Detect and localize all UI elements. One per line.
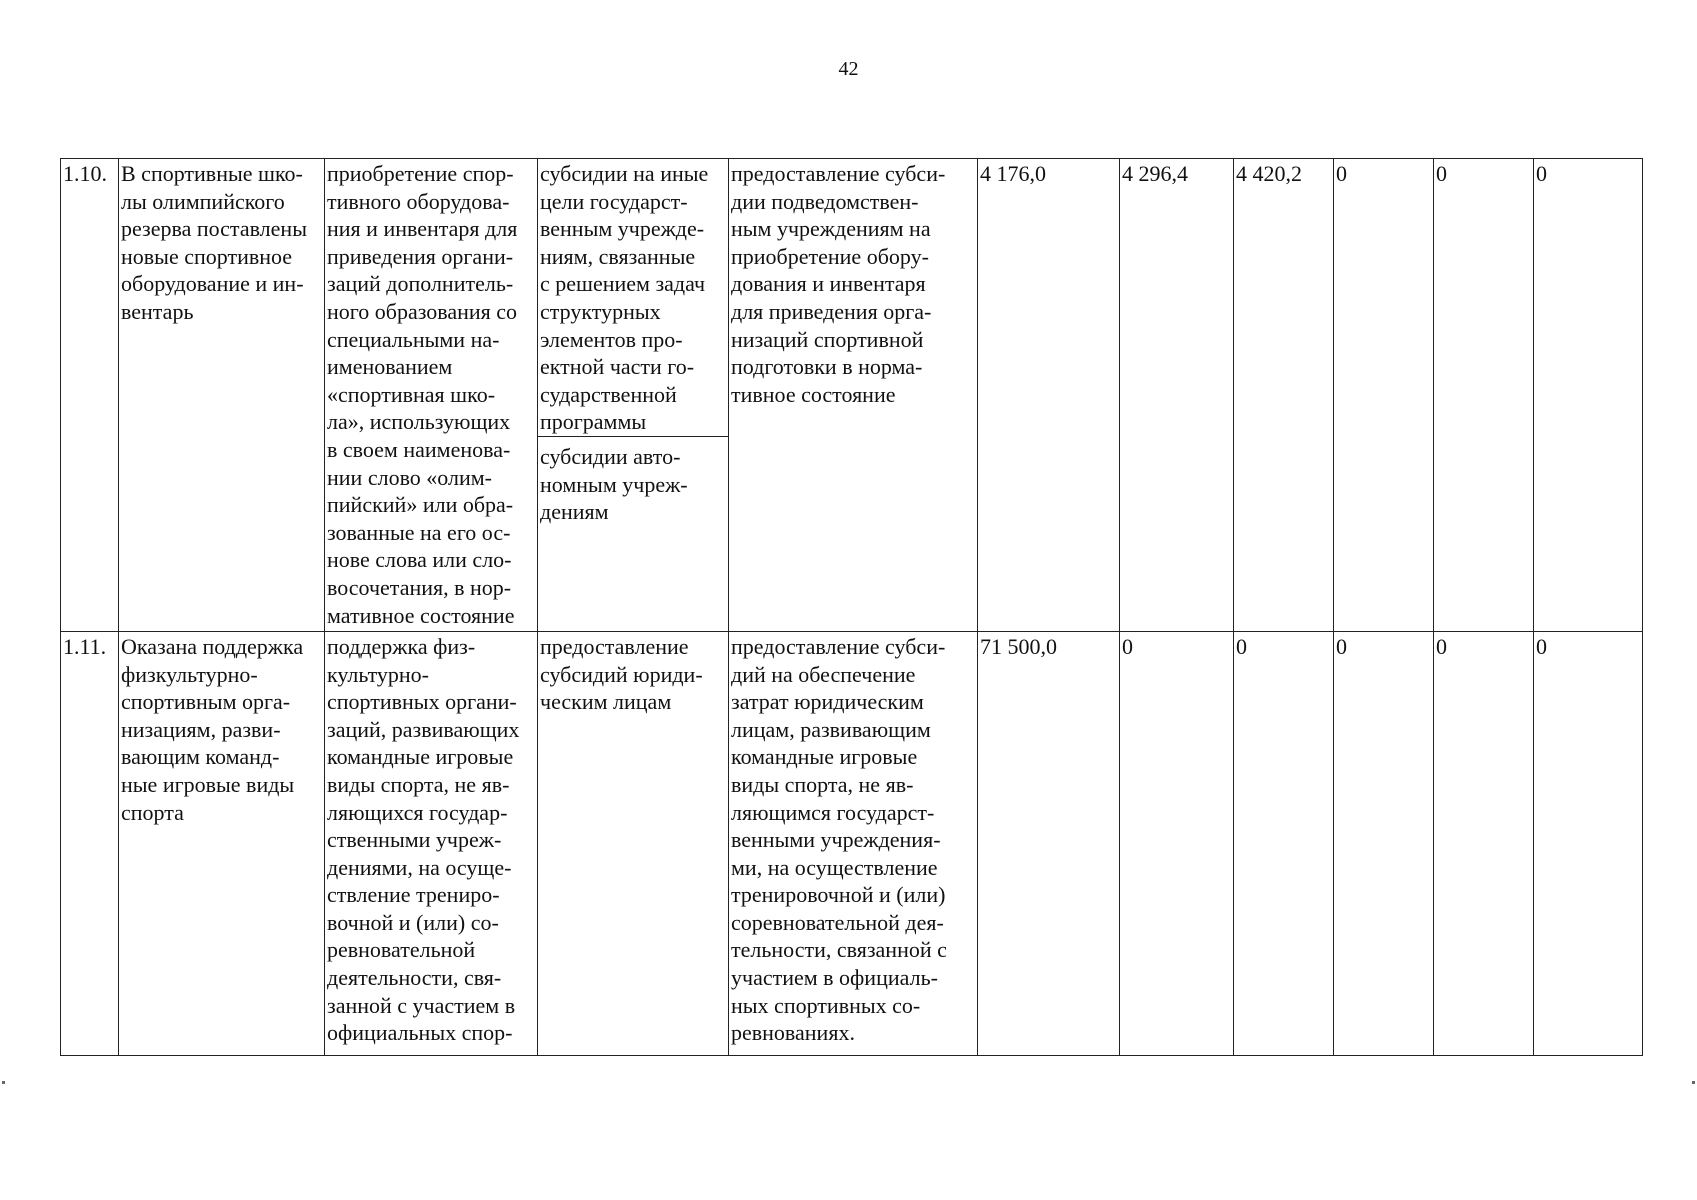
row-number: 1.11. (61, 631, 119, 1055)
measure-cell: приобретение спор- тивного оборудова- ния и инвентаря для приведения органи- заций дополнитель- ного образования со специальными на- именованием «спортивная шко- ла», использующих в своем наименова- нии слово «олим- пийский» или обра- зованные на его ос- нове слова или сло- восочетания, в нор- мативное состояние (325, 159, 538, 632)
result-cell: Оказана поддержка физкультурно- спортивным орга- низациям, разви- вающим команд- ные игровые виды спорта (119, 631, 325, 1055)
value-cell: 0 (1434, 631, 1534, 1055)
value-cell: 0 (1534, 631, 1643, 1055)
direction-cell: предоставление субси- дий на обеспечение затрат юридическим лицам, развивающим командные игровые виды спорта, не яв- ляющимся государст- венными учреждения- ми, на осуществление тренировочной и (или) соревновательной дея- тельности, связанной с участием в официаль- ных спортивных со- ревнованиях. (729, 631, 978, 1055)
value-cell: 4 176,0 (978, 159, 1120, 632)
table-row (61, 631, 1643, 1055)
page-number: 42 (838, 58, 859, 80)
funding-type-cell: субсидии авто- номным учреж- дениям (538, 436, 729, 631)
table-row (61, 159, 1643, 437)
direction-cell: предоставление субси- дии подведомствен- ным учреждениям на приобретение обору- дования и инвентаря для приведения орга- низаций спортивной подготовки в норма- тивное состояние (729, 159, 978, 632)
scan-mark (1692, 1081, 1695, 1084)
funding-type-cell: субсидии на иные цели государст- венным учрежде- ниям, связанные с решением задач структурных элементов про- ектной части го- сударственной программы (538, 159, 729, 437)
value-cell: 0 (1234, 631, 1334, 1055)
value-cell: 0 (1334, 159, 1434, 632)
value-cell: 4 296,4 (1120, 159, 1234, 632)
value-cell: 4 420,2 (1234, 159, 1334, 632)
value-cell: 0 (1120, 631, 1234, 1055)
row-number: 1.10. (61, 159, 119, 632)
funding-type-cell: предоставление субсидий юриди- ческим лицам (538, 631, 729, 1055)
value-cell: 71 500,0 (978, 631, 1120, 1055)
value-cell: 0 (1434, 159, 1534, 632)
program-activities-table (60, 158, 1643, 1056)
value-cell: 0 (1534, 159, 1643, 632)
scan-mark (2, 1081, 5, 1084)
result-cell: В спортивные шко- лы олимпийского резерва поставлены новые спортивное оборудование и ин- вентарь (119, 159, 325, 632)
value-cell: 0 (1334, 631, 1434, 1055)
measure-cell: поддержка физ- культурно- спортивных органи- заций, развивающих командные игровые виды спорта, не яв- ляющихся государ- ственными учреж- дениями, на осуще- ствление трениро- вочной и (или) со- ревновательной деятельности, свя- занной с участием в официальных спор- (325, 631, 538, 1055)
